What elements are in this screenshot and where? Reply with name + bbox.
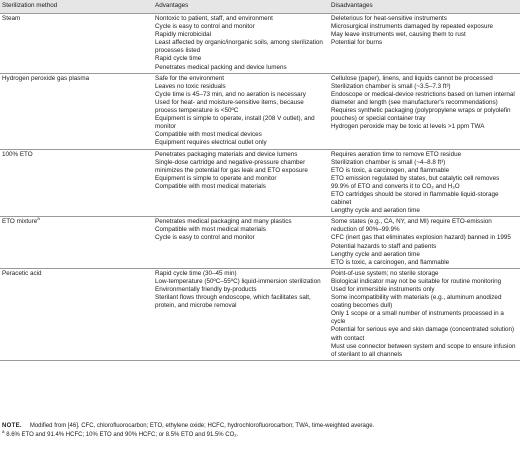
disadvantage-item: ETO is toxic, a carcinogen, and flammable xyxy=(331,258,450,266)
advantages-cell xyxy=(153,217,329,269)
disadvantages-cell xyxy=(329,14,520,74)
table-note xyxy=(2,422,518,439)
advantage-item: Cycle is easy to control and monitor xyxy=(155,23,255,31)
disadvantage-item: Used for immersible instruments only xyxy=(331,286,435,293)
footnote-marker: a xyxy=(2,428,5,434)
disadvantage-item: ETO cartridges should be stored in flammable liquid-storage cabinet xyxy=(331,190,499,207)
footnote-text: 8.6% ETO and 91.4% HCFC; 10% ETO and 90% HCFC; or 8.5% ETO and 91.5% CO₂. xyxy=(6,431,239,438)
method-name: Steam xyxy=(2,15,21,22)
disadvantage-item: Lengthy cycle and aeration time xyxy=(331,207,420,215)
advantage-item: Used for heat- and moisture-sensitive items, because process temperature is <50ºC xyxy=(155,98,304,115)
disadvantage-item: Potential for serious eye and skin damage (concentrated solution) with contact xyxy=(331,326,515,342)
advantage-item: Sterilant flows through endoscope, which facilitates salt, protein, and microbe removal xyxy=(155,294,311,310)
method-name: ETO mixture xyxy=(2,218,38,226)
disadvantage-item: Biological indicator may not be suitable for routine monitoring xyxy=(331,277,502,285)
note-text: Modified from [46]. CFC, chlorofluorocarbon; ETO, ethylene oxide; HCFC, hydrochlorofluorocarbon; TWA, time-weighted average. xyxy=(29,423,375,429)
advantage-item: Penetrates packaging materials and device lumens xyxy=(155,150,298,158)
disadvantage-item: CFC (inert gas that eliminates explosion hazard) banned in 1995 xyxy=(331,234,511,242)
disadvantage-item: Requires synthetic packaging (polypropylene wraps or polyolefin pouches) or special container tray xyxy=(331,107,511,123)
note-label: NOTE. xyxy=(2,423,22,429)
advantage-item: Equipment requires electrical outlet only xyxy=(155,139,267,147)
advantage-item: Compatible with most medical devices xyxy=(155,131,262,139)
advantage-item: Equipment is simple to operate and monitor xyxy=(155,174,277,182)
advantage-item: Least affected by organic/inorganic soils, among sterilization processes listed xyxy=(155,39,323,55)
table-row xyxy=(0,73,520,149)
disadvantage-item: Requires aeration time to remove ETO residue xyxy=(331,150,462,158)
disadvantage-item: Potential hazards to staff and patients xyxy=(331,242,437,250)
method-cell xyxy=(0,73,153,149)
advantage-item: Environmentally friendly by-products xyxy=(155,286,257,293)
disadvantage-item: Deleterious for heat-sensitive instruments xyxy=(331,15,447,22)
advantage-item: Equipment is simple to operate, install (208 V outlet), and monitor xyxy=(155,115,315,131)
disadvantage-item: Sterilization chamber is small (~3.5–7.3 ft³) xyxy=(331,82,451,90)
advantage-item: Rapidly microbicidal xyxy=(155,31,211,39)
disadvantage-item: Endoscope or medical-device restrictions based on lumen internal diameter and length (see manufacturer's recommendations) xyxy=(331,90,515,106)
advantage-item: Rapid cycle time (30–45 min) xyxy=(155,269,237,277)
disadvantage-item: May leave instruments wet, causing them to rust xyxy=(331,31,466,39)
disadvantage-item: Sterilization chamber is small (~4–8.8 ft³) xyxy=(331,158,446,166)
header-advantages: Advantages xyxy=(153,0,329,14)
disadvantage-item: Potential for burns xyxy=(331,39,383,47)
advantage-item: Leaves no toxic residuals xyxy=(155,82,226,90)
advantage-item: Compatible with most medical materials xyxy=(155,182,266,190)
advantages-cell xyxy=(153,149,329,217)
disadvantage-item: ETO emission regulated by states, but catalytic cell removes 99.9% of ETO and converts it to CO₂ and H₂O xyxy=(331,174,500,190)
table-row xyxy=(0,268,520,360)
disadvantages-cell xyxy=(329,217,520,269)
header-disadvantages: Disadvantages xyxy=(329,0,520,14)
advantage-item: Cycle is easy to control and monitor xyxy=(155,234,255,242)
disadvantage-item: Point-of-use system; no sterile storage xyxy=(331,269,439,277)
advantages-cell xyxy=(153,73,329,149)
header-method: Sterilization method xyxy=(0,0,153,14)
disadvantage-item: ETO is toxic, a carcinogen, and flammable xyxy=(331,166,450,174)
advantage-item: Nontoxic to patient, staff, and environment xyxy=(155,15,273,22)
advantage-item: Cycle time is 45–73 min, and no aeration is necessary xyxy=(155,90,306,98)
advantage-item: Single-dose cartridge and negative-pressure chamber minimizes the potential for gas leak and ETO exposure xyxy=(155,158,308,174)
disadvantage-item: Cellulose (paper), linens, and liquids cannot be processed xyxy=(331,74,493,82)
disadvantage-item: Some states (e.g., CA, NY, and MI) require ETO-emission reduction of 90%–99.9% xyxy=(331,218,492,234)
table-row xyxy=(0,149,520,217)
method-cell xyxy=(0,217,153,269)
note-line xyxy=(2,422,518,431)
method-name: Peracetic acid xyxy=(2,269,42,277)
disadvantage-item: Hydrogen peroxide may be toxic at levels >1 ppm TWA xyxy=(331,123,485,131)
disadvantage-item: Lengthy cycle and aeration time xyxy=(331,250,420,258)
disadvantage-item: Must use connector between system and scope to ensure infusion of sterilant to all channels xyxy=(331,342,516,358)
disadvantage-item: Only 1 scope or a small number of instruments processed in a cycle xyxy=(331,310,504,326)
method-name: Hydrogen peroxide gas plasma xyxy=(2,74,90,82)
method-name: 100% ETO xyxy=(2,150,33,158)
method-cell xyxy=(0,14,153,74)
advantage-item: Penetrates medical packing and device lumens xyxy=(155,63,287,71)
advantage-item: Compatible with most medical materials xyxy=(155,226,266,234)
advantage-item: Penetrates medical packaging and many plastics xyxy=(155,218,292,226)
disadvantage-item: Microsurgical instruments damaged by repeated exposure xyxy=(331,23,494,31)
disadvantage-item: Some incompatibility with materials (e.g., aluminum anodized coating becomes dull) xyxy=(331,294,502,310)
table-row xyxy=(0,14,520,74)
advantages-cell xyxy=(153,14,329,74)
footnote-marker: a xyxy=(37,216,40,222)
disadvantages-cell xyxy=(329,73,520,149)
footnote-line xyxy=(2,428,518,440)
method-cell xyxy=(0,268,153,360)
advantages-cell xyxy=(153,268,329,360)
disadvantages-cell xyxy=(329,268,520,360)
disadvantages-cell xyxy=(329,149,520,217)
advantage-item: Rapid cycle time xyxy=(155,55,202,63)
method-cell xyxy=(0,149,153,217)
advantage-item: Low-temperature (50ºC–55ºC) liquid-immersion sterilization xyxy=(155,277,321,285)
table-header-row xyxy=(0,0,520,14)
table-row xyxy=(0,217,520,269)
advantage-item: Safe for the environment xyxy=(155,74,224,82)
